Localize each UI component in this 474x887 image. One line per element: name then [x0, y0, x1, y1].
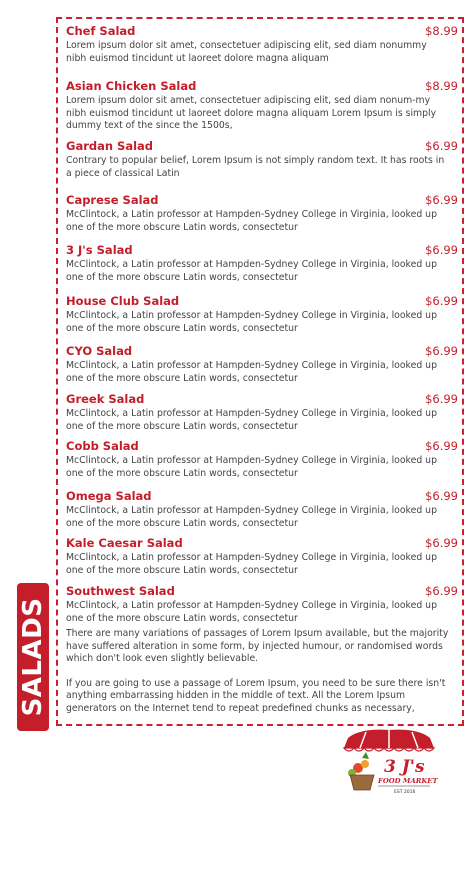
- item-price: $6.99: [425, 243, 458, 257]
- menu-item: [66, 584, 458, 625]
- menu-item: [66, 193, 458, 234]
- menu-item: [66, 24, 458, 65]
- item-name: Cobb Salad: [66, 439, 139, 453]
- item-description: Lorem ipsum dolor sit amet, consectetuer adipiscing elit, sed diam nonummy nibh euismod tincidunt ut laoreet dolore magna aliquam: [66, 40, 427, 64]
- menu-item: [66, 536, 458, 577]
- item-description: McClintock, a Latin professor at Hampden-Sydney College in Virginia, looked up one of the more obscure Latin words, consectetur: [66, 455, 437, 479]
- produce-basket-icon: [348, 752, 374, 790]
- item-name: Gardan Salad: [66, 139, 154, 153]
- menu-item: [66, 489, 458, 530]
- item-price: $6.99: [425, 584, 458, 598]
- item-name: Greek Salad: [66, 392, 145, 406]
- item-description: McClintock, a Latin professor at Hampden-Sydney College in Virginia, looked up one of the more obscure Latin words, consectetur: [66, 505, 437, 529]
- item-price: $6.99: [425, 344, 458, 358]
- item-name: 3 J's Salad: [66, 243, 133, 257]
- item-price: $8.99: [425, 24, 458, 38]
- awning-icon: [344, 730, 434, 751]
- item-price: $6.99: [425, 489, 458, 503]
- item-name: Omega Salad: [66, 489, 152, 503]
- menu-item: [66, 139, 458, 180]
- item-description: McClintock, a Latin professor at Hampden-Sydney College in Virginia, looked up one of the more obscure Latin words, consectetur: [66, 310, 437, 334]
- item-price: $6.99: [425, 536, 458, 550]
- item-description: Contrary to popular belief, Lorem Ipsum is not simply random text. It has roots in a piece of classical Latin: [66, 155, 445, 179]
- logo-name: 3 J's: [384, 757, 425, 777]
- section-tab: [17, 583, 49, 731]
- item-name: Asian Chicken Salad: [66, 79, 197, 93]
- item-price: $6.99: [425, 294, 458, 308]
- item-description: McClintock, a Latin professor at Hampden-Sydney College in Virginia, looked up one of the more obscure Latin words, consectetur: [66, 259, 437, 283]
- item-description: McClintock, a Latin professor at Hampden-Sydney College in Virginia, looked up one of the more obscure Latin words, consectetur: [66, 600, 437, 624]
- item-name: CYO Salad: [66, 344, 133, 358]
- menu-item: [66, 392, 458, 433]
- food-market-logo: [330, 728, 448, 798]
- item-name: Caprese Salad: [66, 193, 159, 207]
- menu-item: [66, 294, 458, 335]
- note-paragraph: There are many variations of passages of Lorem Ipsum available, but the majority have suffered alteration in some form, by injected humour, or randomised words which don't look even slightly believable.: [66, 628, 449, 664]
- item-description: Lorem ipsum dolor sit amet, consectetuer adipiscing elit, sed diam nonum-my nibh euismod tincidunt ut laoreet dolore magna aliquam Lorem Ipsum is simply dummy text of the since the 1500s,: [66, 95, 437, 131]
- menu-item: [66, 344, 458, 385]
- menu-notes: [66, 628, 450, 727]
- item-description: McClintock, a Latin professor at Hampden-Sydney College in Virginia, looked up one of the more obscure Latin words, consectetur: [66, 209, 437, 233]
- section-label: SALADS: [18, 597, 48, 717]
- logo-subtitle: FOOD MARKET: [378, 777, 438, 785]
- note-paragraph: If you are going to use a passage of Lorem Ipsum, you need to be sure there isn't anything embarrassing hidden in the middle of text. All the Lorem Ipsum generators on the Internet tend to repeat predefined chunks as necessary,: [66, 677, 446, 714]
- item-description: McClintock, a Latin professor at Hampden-Sydney College in Virginia, looked up one of the more obscure Latin words, consectetur: [66, 552, 437, 576]
- item-name: Southwest Salad: [66, 584, 175, 598]
- item-name: House Club Salad: [66, 294, 180, 308]
- item-name: Chef Salad: [66, 24, 136, 38]
- item-description: McClintock, a Latin professor at Hampden-Sydney College in Virginia, looked up one of the more obscure Latin words, consectetur: [66, 360, 437, 384]
- item-price: $6.99: [425, 392, 458, 406]
- menu-item: [66, 79, 458, 133]
- menu-item: [66, 439, 458, 480]
- item-price: $6.99: [425, 139, 458, 153]
- item-price: $8.99: [425, 79, 458, 93]
- item-price: $6.99: [425, 193, 458, 207]
- item-price: $6.99: [425, 439, 458, 453]
- item-description: McClintock, a Latin professor at Hampden-Sydney College in Virginia, looked up one of the more obscure Latin words, consectetur: [66, 408, 437, 432]
- menu-item: [66, 243, 458, 284]
- logo-est: EST 2016: [394, 790, 416, 795]
- item-name: Kale Caesar Salad: [66, 536, 183, 550]
